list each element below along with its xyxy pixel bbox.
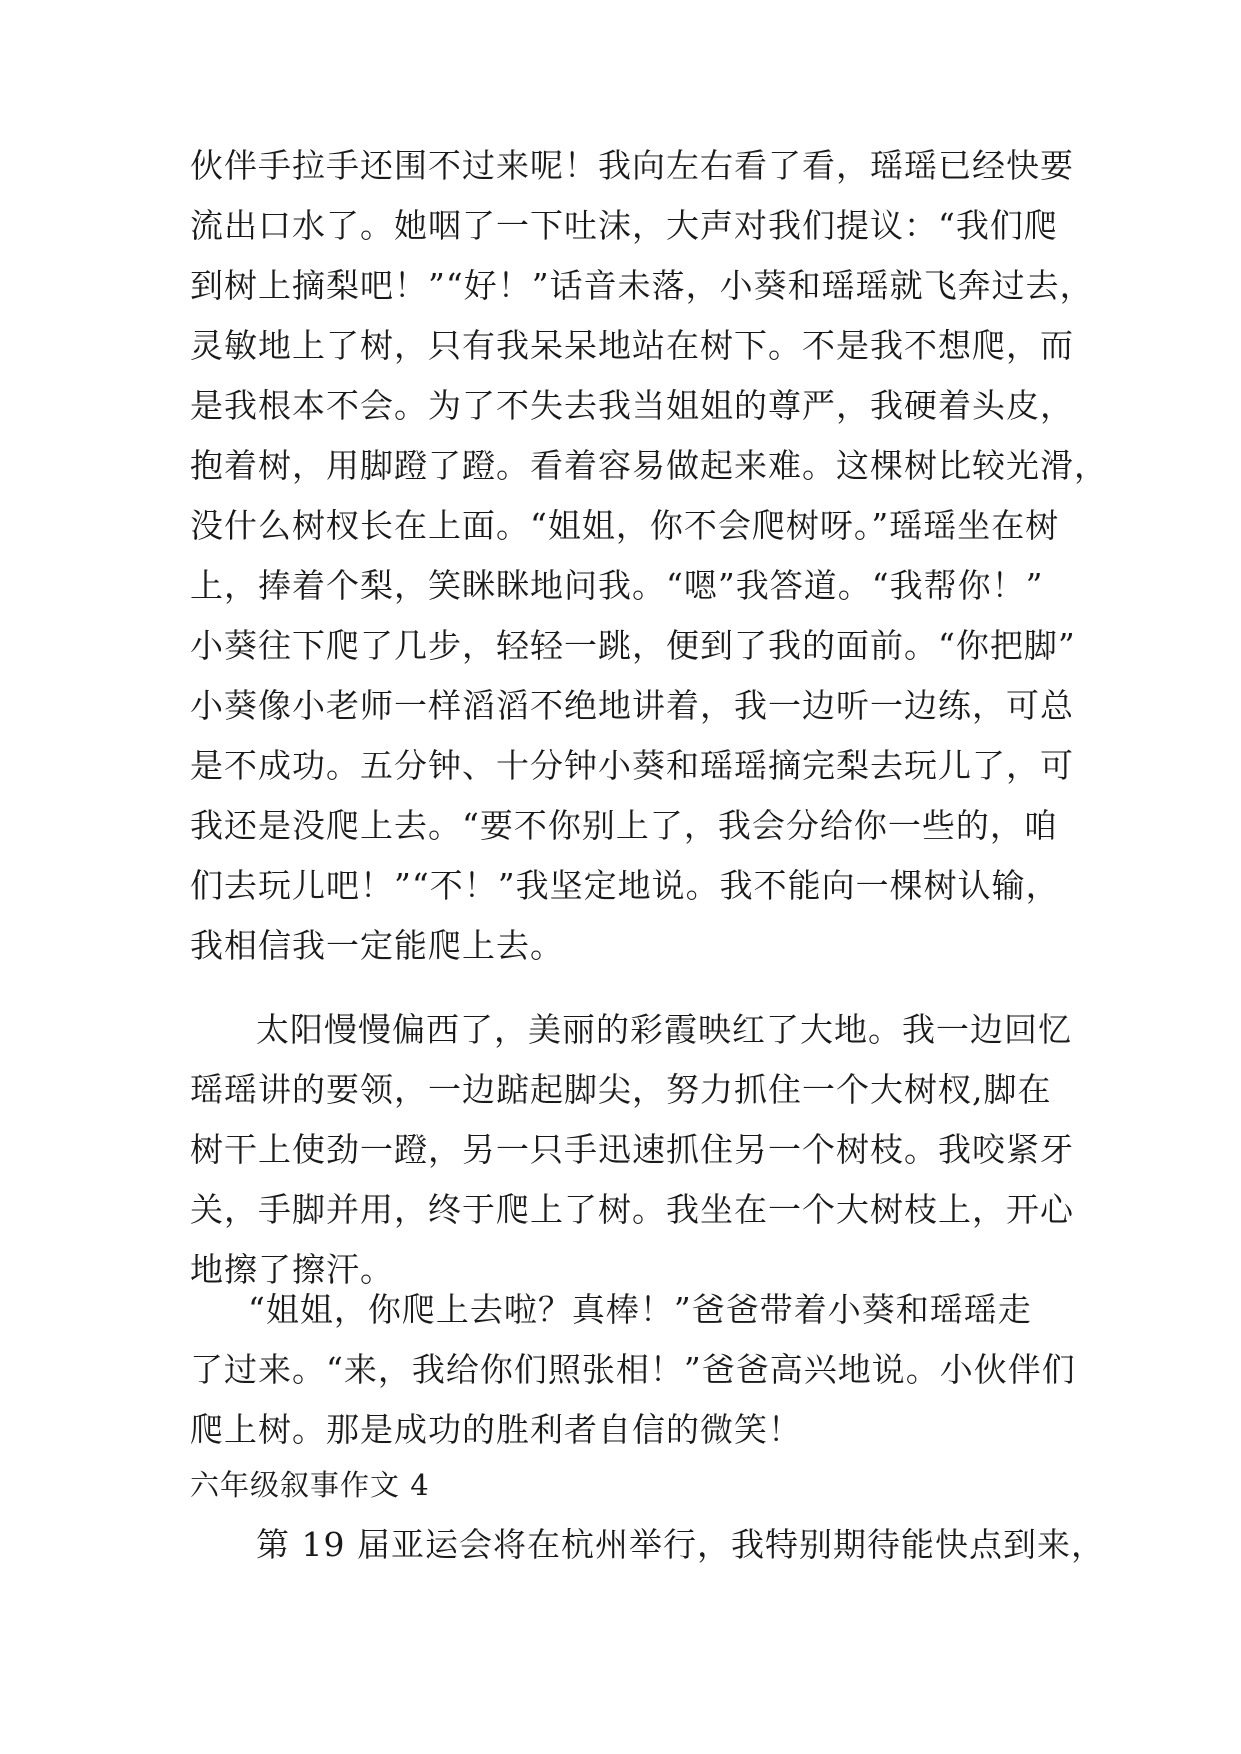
paragraph-3 [190,1280,1076,1460]
paragraph-1 [190,136,1108,976]
paragraph-line: 抱着树，用脚蹬了蹬。看着容易做起来难。这棵树比较光滑， [190,446,1108,485]
paragraph-line: 我相信我一定能爬上去。 [190,926,564,965]
paragraph-4 [190,1515,1105,1575]
paragraph-line: 上，捧着个梨，笑眯眯地问我。“嗯”我答道。“我帮你！” [190,566,1044,605]
paragraph-line: 是我根本不会。为了不失去我当姐姐的尊严，我硬着头皮， [190,386,1074,425]
paragraph-line: 流出口水了。她咽了一下吐沫，大声对我们提议：“我们爬 [190,206,1058,245]
paragraph-line: 第 19 届亚运会将在杭州举行，我特别期待能快点到来， [256,1525,1105,1564]
paragraph-line: 关，手脚并用，终于爬上了树。我坐在一个大树枝上，开心 [190,1190,1074,1229]
paragraph-line: 太阳慢慢偏西了，美丽的彩霞映红了大地。我一边回忆 [256,1010,1072,1049]
paragraph-2 [190,1000,1074,1300]
paragraph-line: 们去玩儿吧！”“不！”我坚定地说。我不能向一棵树认输， [190,866,1060,905]
paragraph-line: 了过来。“来，我给你们照张相！”爸爸高兴地说。小伙伴们 [190,1350,1076,1389]
paragraph-line: 灵敏地上了树，只有我呆呆地站在树下。不是我不想爬，而 [190,326,1074,365]
paragraph-line: 伙伴手拉手还围不过来呢！我向左右看了看，瑶瑶已经快要 [190,146,1074,185]
paragraph-line: 我还是没爬上去。“要不你别上了，我会分给你一些的，咱 [190,806,1058,845]
paragraph-line: 树干上使劲一蹬，另一只手迅速抓住另一个树枝。我咬紧牙 [190,1130,1074,1169]
paragraph-line: 到树上摘梨吧！”“好！”话音未落，小葵和瑶瑶就飞奔过去， [190,266,1094,305]
paragraph-line: 是不成功。五分钟、十分钟小葵和瑶瑶摘完梨去玩儿了，可 [190,746,1074,785]
paragraph-line: 地擦了擦汗。 [190,1250,394,1289]
paragraph-line: 爬上树。那是成功的胜利者自信的微笑！ [190,1410,802,1449]
paragraph-line: 瑶瑶讲的要领，一边踮起脚尖，努力抓住一个大树杈,脚在 [190,1070,1052,1109]
paragraph-line: “姐姐，你爬上去啦？真棒！”爸爸带着小葵和瑶瑶走 [248,1290,1032,1329]
section-heading: 六年级叙事作文 4 [190,1468,430,1502]
paragraph-line: 没什么树杈长在上面。“姐姐，你不会爬树呀。”瑶瑶坐在树 [190,506,1060,545]
paragraph-line: 小葵往下爬了几步，轻轻一跳，便到了我的面前。“你把脚” [190,626,1076,665]
paragraph-line: 小葵像小老师一样滔滔不绝地讲着，我一边听一边练，可总 [190,686,1074,725]
